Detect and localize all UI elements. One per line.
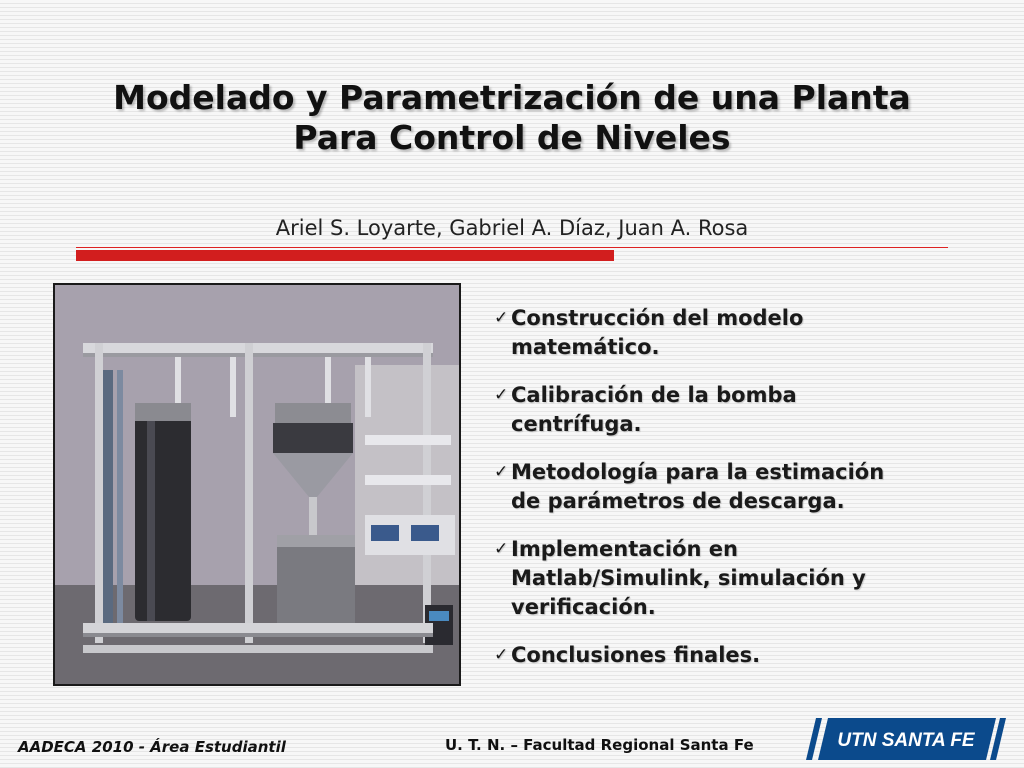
slide-title bbox=[40, 78, 984, 158]
list-item: ✓ Construcción del modelo matemático. bbox=[494, 306, 804, 359]
list-item: ✓ Metodología para la estimación de parámetros de descarga. bbox=[494, 460, 885, 513]
logo-text: UTN SANTA FE bbox=[837, 730, 975, 751]
divider-accent bbox=[76, 250, 614, 261]
check-icon: ✓ bbox=[494, 308, 509, 328]
check-icon: ✓ bbox=[494, 385, 509, 405]
footer-institution: U. T. N. – Facultad Regional Santa Fe bbox=[445, 736, 754, 754]
divider-thin bbox=[76, 247, 948, 248]
list-item: ✓ Calibración de la bomba centrífuga. bbox=[494, 383, 797, 436]
bullet-list bbox=[494, 304, 994, 689]
lab-equipment-photo bbox=[53, 283, 461, 686]
authors: Ariel S. Loyarte, Gabriel A. Díaz, Juan A. Rosa bbox=[275, 216, 749, 240]
list-item: ✓ Conclusiones finales. bbox=[494, 641, 994, 670]
list-item: ✓ Implementación en Matlab/Simulink, simulación y verificación. bbox=[494, 537, 866, 619]
check-icon: ✓ bbox=[494, 539, 509, 559]
check-icon: ✓ bbox=[494, 462, 509, 482]
footer-conference: AADECA 2010 - Área Estudiantil bbox=[18, 738, 286, 756]
check-icon: ✓ bbox=[494, 645, 509, 665]
title-line-2: Para Control de Niveles bbox=[293, 118, 731, 157]
utn-logo bbox=[806, 718, 1008, 760]
title-line-1: Modelado y Parametrización de una Planta bbox=[113, 78, 911, 117]
